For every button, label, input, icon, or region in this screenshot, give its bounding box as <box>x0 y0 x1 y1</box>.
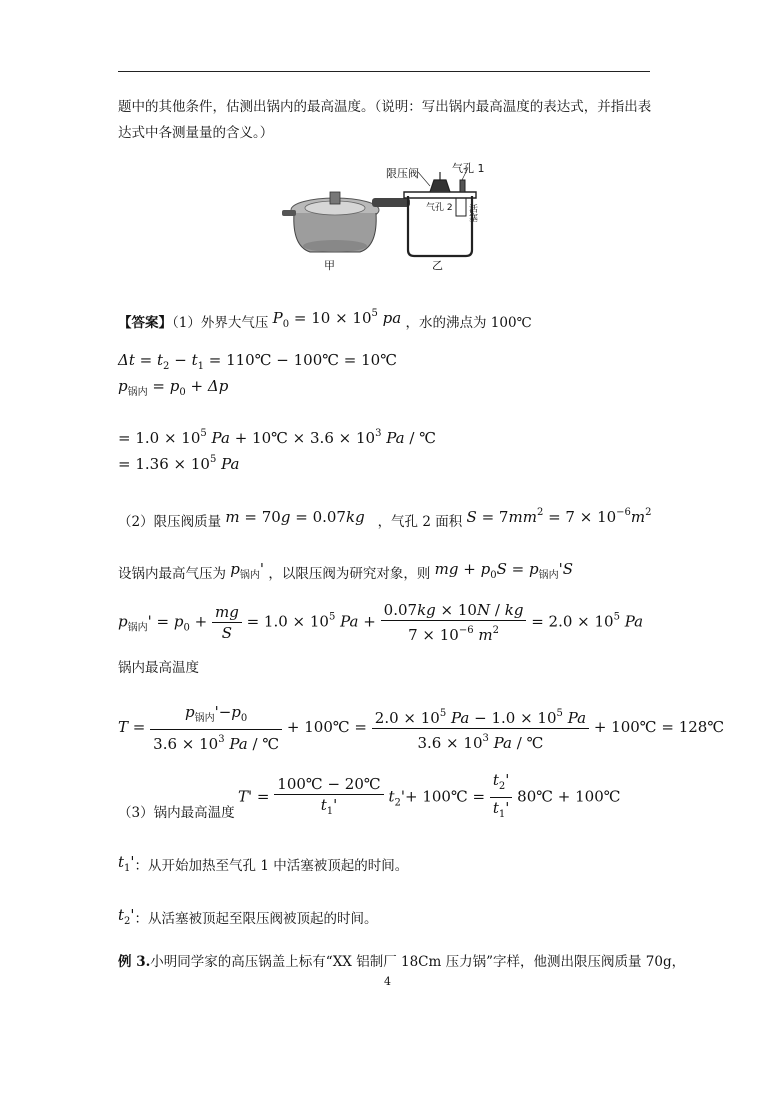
answer-line-1 <box>118 309 532 338</box>
t1-desc: ：从开始加热至气孔 1 中活塞被顶起的时间。 <box>134 858 409 874</box>
header-rule <box>118 71 650 72</box>
intro-line-2: 达式中各测量量的含义。） <box>118 125 274 141</box>
t2-symbol: $t_2'$ <box>118 906 135 927</box>
formula-area: $S = 7mm^2 = 7 \times 10^{-6}m^2$ <box>466 507 652 526</box>
answer-set-line <box>118 560 574 589</box>
formula-pmax-symbol: $p_{锅内}'$ <box>230 560 265 581</box>
label-valve: 限压阀 <box>386 167 419 180</box>
formula-T2: T' = $\frac{100℃ - 20℃}{t_1'}$ $t_2'+$ 100℃ = $\frac{t_2'}{t_1'}$ 80℃ + 100℃ <box>238 771 621 820</box>
answer-line-2 <box>118 508 652 531</box>
intro-line-1: 题中的其他条件，估测出锅内的最高温度。（说明：写出锅内最高温度的表达式，并指出表 <box>118 99 652 115</box>
answer-p1-text-b: ，水的沸点为 100℃ <box>405 315 532 331</box>
answer-p2-text-a: （2）限压阀质量 <box>118 514 222 530</box>
formula-balance: mg + $p_0S = p_{锅内}'S$ <box>434 560 574 581</box>
cooker-photo <box>282 192 410 252</box>
max-temp-label: 锅内最高温度 <box>118 660 199 676</box>
formula-p0: $P_0 = 10 \times 10^5$ pa <box>272 308 402 330</box>
formula-eq-2: = $1.36 \times 10^5$ Pa <box>118 454 240 473</box>
page-number: 4 <box>384 975 391 988</box>
answer-p1-text-a: （1）外界大气压 <box>172 315 269 331</box>
answer-set-text-b: ，以限压阀为研究对象，则 <box>268 566 431 582</box>
answer-set-text-a: 设锅内最高气压为 <box>118 566 226 582</box>
t1-symbol: $t_1'$ <box>118 853 135 874</box>
t1-line <box>118 853 409 881</box>
t2-desc: ：从活塞被顶起至限压阀被顶起的时间。 <box>134 911 378 927</box>
example-text: 小明同学家的高压锅盖上标有“XX 铝制厂 18Cm 压力锅”字样，他测出限压阀质量 70g， <box>150 954 686 970</box>
formula-delta-t: $\Delta t = t_2 - t_1$ = 110℃ − 100℃ = 10℃ <box>118 351 397 372</box>
example-line <box>118 953 685 971</box>
caption-b: 乙 <box>432 259 443 272</box>
answer-p2-text-b: ，气孔 2 面积 <box>377 514 463 530</box>
formula-p-pot: $p_{锅内} = p_0 + \Delta p$ <box>118 377 229 398</box>
example-label: 例 3. <box>118 954 151 970</box>
formula-eq-1: = $1.0 \times 10^5$ Pa + 10℃ × $3.6 \times 10^3$ Pa / ℃ <box>118 428 436 447</box>
label-plug: 活塞 <box>467 204 477 222</box>
t2-line <box>118 906 378 934</box>
answer-tag: 【答案】 <box>118 315 172 331</box>
formula-mass: m = 70g = 0.07kg <box>225 508 365 526</box>
formula-pmax: $p_{锅内}' = p_0$ + $\frac{mg}{S}$ = $1.0 \times 10^5$ Pa + $\frac{0.07kg \times 10N / kg}{7 \times 10^{-6} m^2}$ = $2.0 \times 10^5$ Pa <box>118 601 644 644</box>
formula-T1: T = $\frac{p_{锅内}'-p_0}{3.6 \times 10^3 Pa / ℃}$ + 100℃ = $\frac{2.0 \times 10^5 Pa - 1.0 \times 10^5 Pa}{3.6 \times 10^3 Pa / ℃}$ + 100℃ = 128℃ <box>118 703 725 753</box>
caption-a: 甲 <box>324 259 335 272</box>
label-hole1: 气孔 1 <box>452 162 485 175</box>
answer-p3-text: （3）锅内最高温度 <box>118 805 235 821</box>
pressure-cooker-figure <box>280 158 490 273</box>
label-hole2: 气孔 2 <box>426 203 453 213</box>
